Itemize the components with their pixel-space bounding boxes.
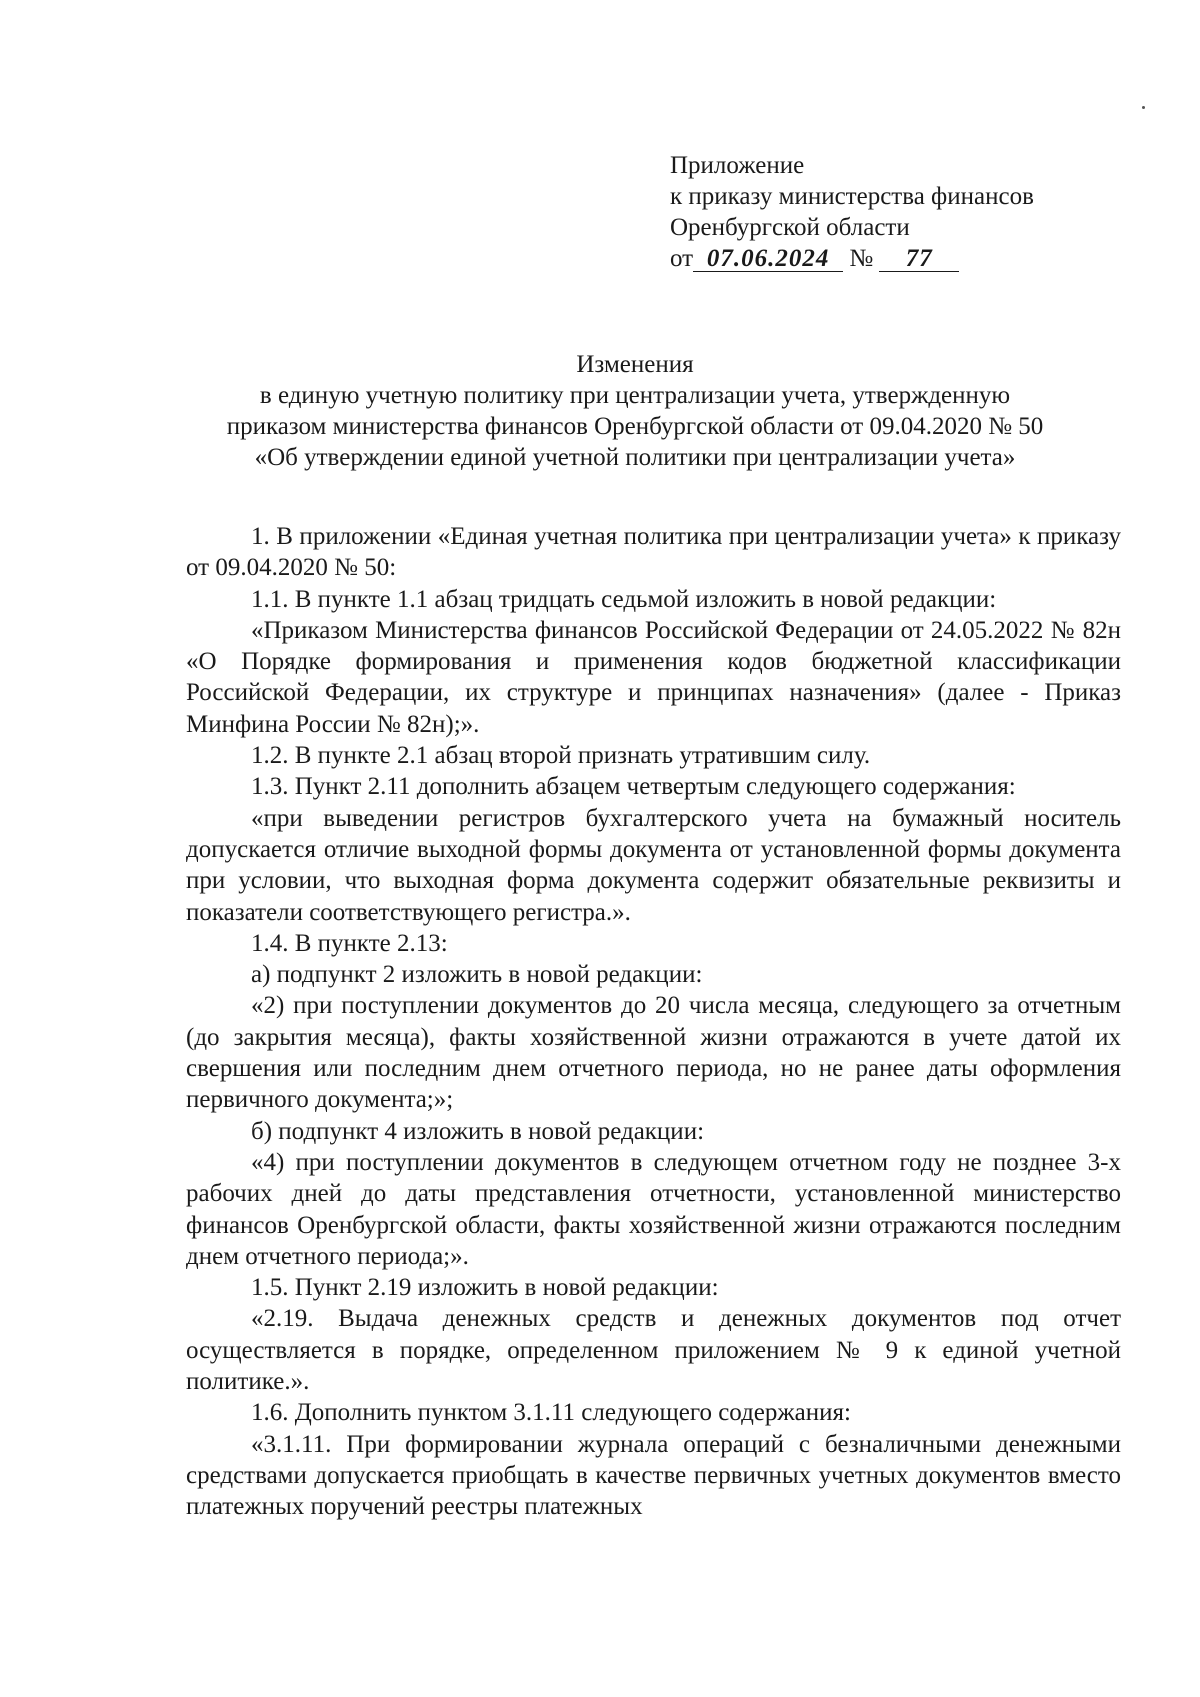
title-line-2: в единую учетную политику при централизации учета, утвержденную [259, 382, 1011, 409]
document-body [186, 521, 1121, 1523]
paragraph: 1.2. В пункте 2.1 абзац второй признать утратившим силу. [251, 742, 871, 770]
scan-speck [1142, 106, 1145, 109]
approval-line-date [670, 243, 1140, 274]
from-label: от [670, 245, 694, 272]
approval-line-1: Приложение [670, 152, 805, 179]
paragraph: «Приказом Министерства финансов Российской Федерации от 24.05.2022 № 82н «О Порядке формирования и применения кодов бюджетной классификации Российской Федерации, их структуре и принципах назначения» (далее - Приказ Минфина России № 82н);». [186, 616, 1121, 738]
approval-line-2: к приказу министерства финансов [670, 183, 1034, 210]
number-label: № [849, 245, 874, 272]
approval-block [670, 150, 1140, 274]
paragraph: б) подпункт 4 изложить в новой редакции: [251, 1117, 705, 1145]
paragraph: 1.1. В пункте 1.1 абзац тридцать седьмой изложить в новой редакции: [251, 585, 997, 613]
paragraph: 1.3. Пункт 2.11 дополнить абзацем четвертым следующего содержания: [251, 773, 1016, 801]
document-title [150, 349, 1120, 473]
paragraph: «2.19. Выдача денежных средств и денежных документов под отчет осуществляется в порядке, определенном приложением № 9 к единой учетной политике.». [186, 1305, 1121, 1396]
approval-line-3: Оренбургской области [670, 214, 910, 241]
order-date: 07.06.2024 [693, 247, 843, 272]
paragraph: «4) при поступлении документов в следующем отчетном году не позднее 3-х рабочих дней до даты представления отчетности, установленной министерство финансов Оренбургской области, факты хозяйственной жизни отражаются последним днем отчетного периода;». [186, 1148, 1121, 1270]
title-line-3: приказом министерства финансов Оренбургской области от 09.04.2020 № 50 [226, 413, 1044, 440]
paragraph: «3.1.11. При формировании журнала операций с безналичными денежными средствами допускается приобщать в качестве первичных учетных документов вместо платежных поручений реестры платежных [186, 1430, 1121, 1521]
paragraph: 1.5. Пункт 2.19 изложить в новой редакции: [251, 1274, 719, 1302]
paragraph: 1.6. Дополнить пунктом 3.1.11 следующего содержания: [251, 1399, 851, 1427]
paragraph: а) подпункт 2 изложить в новой редакции: [251, 961, 703, 989]
paragraph: «2) при поступлении документов до 20 числа месяца, следующего за отчетным (до закрытия месяца), факты хозяйственной жизни отражаются в учете датой их свершения или последним днем отчетного периода, но не ранее даты оформления первичного документа;»; [186, 992, 1121, 1114]
paragraph: 1. В приложении «Единая учетная политика при централизации учета» к приказу от 09.04.2020 № 50: [186, 523, 1121, 582]
order-number: 77 [879, 247, 959, 272]
paragraph: 1.4. В пункте 2.13: [251, 929, 448, 957]
paragraph: «при выведении регистров бухгалтерского учета на бумажный носитель допускается отличие выходной формы документа от установленной формы документа при условии, что выходная форма документа содержит обязательные реквизиты и показатели соответствующего регистра.». [186, 804, 1121, 926]
title-line-4: «Об утверждении единой учетной политики при централизации учета» [254, 444, 1016, 471]
title-line-1: Изменения [576, 351, 694, 378]
